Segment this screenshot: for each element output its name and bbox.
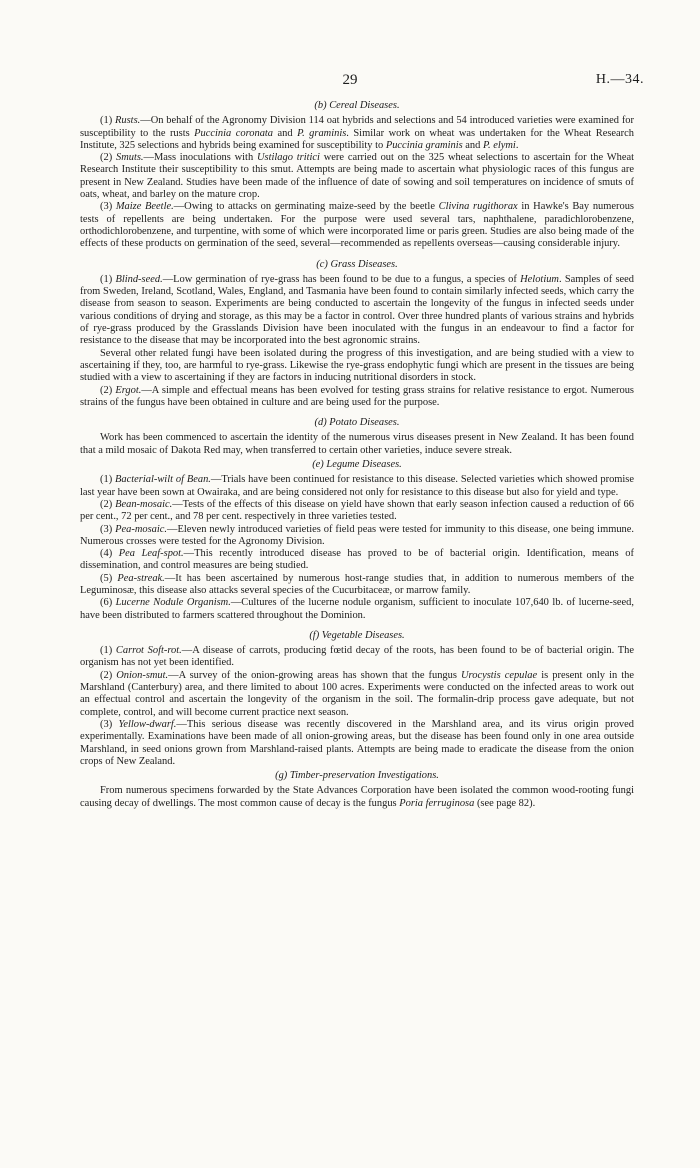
paragraph-related-fungi: Several other related fungi have been isolated during the progress of this investigation, and are being studied with a view to ascertaining if they, too, are harmful to rye-grass. Likewise the rye-grass endophytic fungi which are present in the tissues are being studied with a view to ascertaining if they are factors in inducing nutritional disorders in stock. <box>80 347 634 384</box>
para-number: (3) <box>100 523 116 535</box>
para-term: Bean-mosaic. <box>115 498 173 510</box>
para-text: —A survey of the onion-growing areas has shown that the fungus <box>168 669 462 681</box>
paragraph-timber <box>80 785 634 810</box>
para-text: were carried out on the 325 wheat selections to ascertain for the Wheat Research Institute their susceptibility to this smut. Attempts are being made to ascertain what physiologic races of this fungus are present in New Zealand. Studies have been made of the influence of date of sowing and soil temperatures on incidence of smuts of oats, wheat, and barley on the mature crop. <box>80 152 635 201</box>
para-term: Rusts. <box>115 115 141 127</box>
para-term: Carrot Soft-rot. <box>115 645 182 657</box>
paragraph-maize-beetle <box>80 201 634 250</box>
para-term: Ergot. <box>115 384 142 396</box>
para-text: From numerous specimens forwarded by the State Advances Corporation have been isolated the common wood-rooting fungi causing decay of dwellings. The most common cause of decay is the fungus <box>80 785 634 809</box>
para-text: —This recently introduced disease has proved to be of bacterial origin. Identification, means of dissemination, and control measures are being studied. <box>80 548 635 572</box>
para-text: (see page 82). <box>474 797 536 809</box>
para-text: —Trials have been continued for resistance to this disease. Selected varieties which showed promise last year have been sown at Owairaka, and are being considered not only for resistance to this disease but also for yield and type. <box>80 474 635 498</box>
para-number: (2) <box>100 152 116 164</box>
para-text: —Low germination of rye-grass has been found to be due to a fungus, a species of <box>162 273 521 285</box>
species-name: P. graminis <box>297 127 347 139</box>
para-text: and <box>273 127 298 139</box>
para-text: —Eleven newly introduced varieties of field peas were tested for immunity to this disease, one being immune. Numerous crosses were tested for the Agronomy Division. <box>80 523 635 547</box>
para-text: —Cultures of the lucerne nodule organism, sufficient to inoculate 107,640 lb. of lucerne-seed, have been distributed to farmers scattered throughout the Dominion. <box>80 597 634 621</box>
para-term: Pea-streak. <box>117 572 165 584</box>
para-term: Pea Leaf-spot. <box>118 548 184 560</box>
paragraph-smuts <box>80 152 634 201</box>
species-name: Poria ferruginosa <box>399 797 475 809</box>
para-term: Pea-mosaic. <box>115 523 168 535</box>
para-number: (3) <box>100 201 116 213</box>
para-number: (1) <box>100 645 116 657</box>
para-text: . Similar work on wheat was undertaken for the Wheat Research Institute, 325 selections and hybrids being examined for susceptibility to <box>80 127 634 151</box>
paragraph-carrot-soft-rot <box>80 645 634 670</box>
section-heading-timber: (g) Timber-preservation Investigations. <box>275 770 439 782</box>
para-text: —Owing to attacks on germinating maize-seed by the beetle <box>173 201 439 213</box>
paragraph-onion-smut <box>80 670 634 719</box>
para-term: Blind-seed. <box>115 273 163 285</box>
paragraph-lucerne-nodule <box>80 597 634 622</box>
para-term: Onion-smut. <box>116 669 169 681</box>
para-number: (3) <box>100 718 119 730</box>
para-text: —A disease of carrots, producing fœtid decay of the roots, has been found to be of bacterial origin. The organism has not yet been identified. <box>80 645 634 669</box>
body-text <box>80 98 634 810</box>
para-text: —Tests of the effects of this disease on yield have shown that early season infection caused a reduction of 66 per cent., 72 per cent., and 78 per cent. respectively in three varieties tested. <box>80 498 634 523</box>
paragraph-pea-leaf-spot <box>80 548 634 573</box>
species-name: Puccinia coronata <box>194 127 274 139</box>
species-name: Urocystis cepulae <box>461 669 538 681</box>
para-term: Lucerne Nodule Organism. <box>115 597 231 609</box>
para-text: —It has been ascertained by numerous host-range studies that, in addition to numerous members of the Leguminosæ, this disease also attacks several species of the Cucurbitaceæ, or marrow family. <box>80 572 635 596</box>
para-number: (1) <box>100 115 116 127</box>
document-code: H.—34. <box>595 72 644 87</box>
para-text: —A simple and effectual means has been evolved for testing grass strains for relative resistance to ergot. Numerous strains of the fungus have been obtained in culture and are being used for the purpose. <box>80 384 634 408</box>
para-term: Maize Beetle. <box>115 201 174 213</box>
section-heading-cereal: (b) Cereal Diseases. <box>314 100 400 111</box>
paragraph-yellow-dwarf <box>80 719 634 768</box>
section-heading-potato: (d) Potato Diseases. <box>314 417 400 429</box>
para-text: in Hawke's Bay numerous tests of repellents are being undertaken. For the purpose were used several tars, naphthalene, paradichlorobenzene, orthodichlorobenzene, and turpentine, with some of which were incorporated lime or paris green. Studies are also being made of the effects of these products on germination of the seed, several—recommended as repellents overseas—causing considerable injury. <box>80 201 634 250</box>
para-number: (4) <box>100 548 119 560</box>
para-text: and <box>462 139 483 151</box>
para-number: (1) <box>100 273 116 285</box>
para-term: Smuts. <box>115 152 144 164</box>
species-name: Puccinia graminis <box>385 139 463 151</box>
species-name: Helotium <box>520 273 559 285</box>
para-number: (2) <box>100 384 116 396</box>
para-term: Yellow-dwarf. <box>118 718 177 730</box>
para-number: (2) <box>100 669 117 681</box>
paragraph-potato-virus: Work has been commenced to ascertain the identity of the numerous virus diseases present in New Zealand. It has been found that a mild mosaic of Dakota Red may, when transferred to certain other varieties, induce severe streak. <box>80 432 634 456</box>
para-number: (1) <box>100 474 116 486</box>
paragraph-pea-mosaic <box>80 524 634 549</box>
section-heading-grass: (c) Grass Diseases. <box>316 258 398 270</box>
para-text: . <box>515 139 519 151</box>
page-header <box>0 72 700 92</box>
para-text: —On behalf of the Agronomy Division 114 oat hybrids and selections and 54 introduced varieties were examined for susceptibility to the rusts <box>80 115 634 139</box>
paragraph-bean-mosaic <box>80 499 634 524</box>
para-number: (5) <box>100 572 118 584</box>
paragraph-ergot <box>80 385 634 410</box>
para-text: is present only in the Marshland (Canterbury) area, and there limited to about 100 acres. Experiments were conducted on the infected areas to work out an effectual control and ascertain the longevity of the organism in the soil. The formalin-drip process gave adequate, but not complete, control, and will become current practice next season. <box>80 669 635 718</box>
species-name: P. elymi <box>482 139 516 151</box>
paragraph-pea-streak <box>80 573 634 598</box>
para-text: —This serious disease was recently discovered in the Marshland area, and its virus origin proved experimentally. Examinations have been made of all onion-growing areas, but the disease has been found only in one area outside Marshland, in seed onions grown from Marshland-raised plants. Attempts are being made to eradicate the disease from the onion crops of New Zealand. <box>80 718 634 767</box>
species-name: Clivina rugithorax <box>438 201 518 213</box>
section-heading-legume: (e) Legume Diseases. <box>312 459 402 471</box>
para-number: (2) <box>100 498 116 510</box>
paragraph-bacterial-wilt <box>80 474 634 499</box>
section-heading-vegetable: (f) Vegetable Diseases. <box>309 629 405 641</box>
para-text: —Mass inoculations with <box>143 152 257 164</box>
para-text: . Samples of seed from Sweden, Ireland, Scotland, Wales, England, and Tasmania have been found to contain similarly infected seeds, which carry the disease from season to season. Experiments are being conducted to ascertain the longevity of the fungus in infected seeds under various conditions of drying and storage, as this may be a factor in control. Over three hundred plants of various strains and hybrids of rye-grass produced by the Grasslands Division have been inoculated with the fungus in an endeavour to find a factor for resistance to the disease that may be incorporated into the best agronomic strains. <box>80 273 634 347</box>
paragraph-rusts <box>80 115 634 152</box>
paragraph-blind-seed <box>80 274 634 348</box>
para-number: (6) <box>100 597 116 609</box>
species-name: Ustilago tritici <box>256 152 320 164</box>
page-number: 29 <box>342 72 358 88</box>
para-term: Bacterial-wilt of Bean. <box>115 474 211 486</box>
